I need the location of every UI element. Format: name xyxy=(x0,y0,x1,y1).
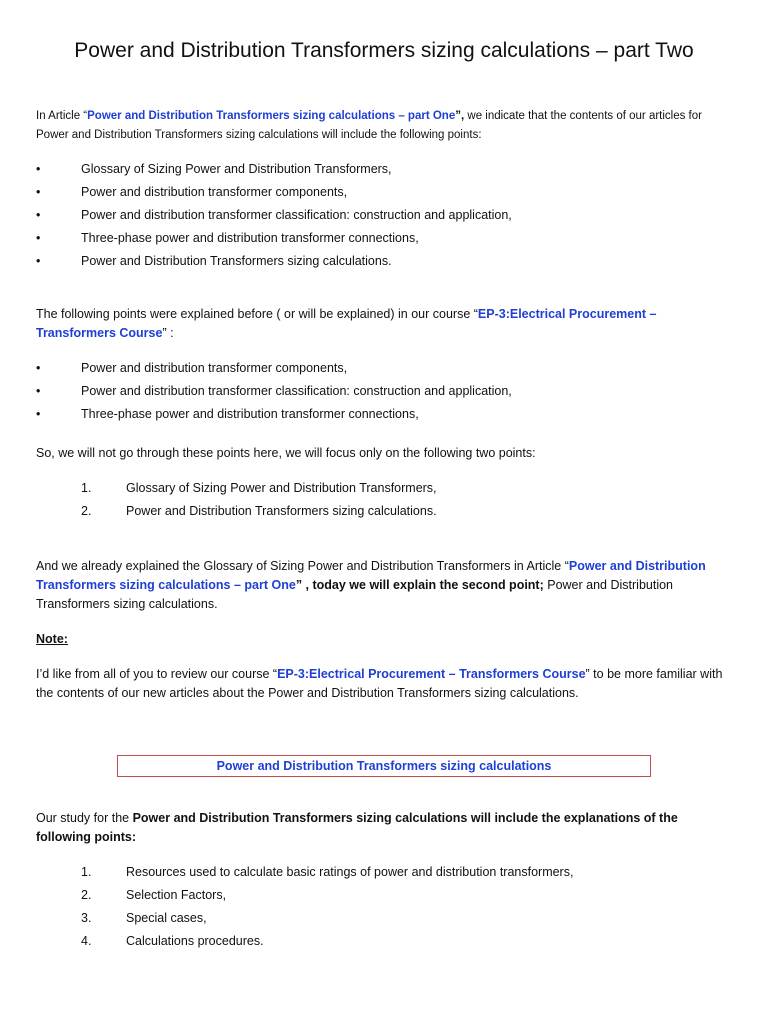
bullet-marker: • xyxy=(36,208,41,222)
part-one-article-link[interactable]: Power and Distribution Transformers sizing calculations – part One xyxy=(87,110,456,122)
list-item: 4. Calculations procedures. xyxy=(81,934,264,948)
list-item: 3. Special cases, xyxy=(81,911,207,925)
intro-close: ”, xyxy=(455,110,465,122)
list-item: • Three-phase power and distribution transformer connections, xyxy=(36,405,726,428)
page-title: Power and Distribution Transformers sizing calculations – part Two xyxy=(74,39,694,62)
list-item: • Power and distribution transformer classification: construction and application, xyxy=(36,382,726,405)
part-one-article-link-2[interactable]: Power and Distribution Transformers sizing calculations – part One xyxy=(36,559,706,592)
intro-paragraph xyxy=(36,107,736,145)
bullet-marker: • xyxy=(36,231,41,245)
already-explained-paragraph: And we already explained the Glossary of Sizing Power and Distribution Transformers in Article “Power and Distribution Transformers sizing calculations – part One” , today we will explain the second point; Power and Distribution Transformers sizing calculations. xyxy=(36,559,706,611)
list-item: 1. Glossary of Sizing Power and Distribution Transformers, xyxy=(81,481,437,495)
bullet-marker: • xyxy=(36,384,41,398)
list-item: • Power and distribution transformer components, xyxy=(36,359,726,382)
bullet-marker: • xyxy=(36,407,41,421)
ep3-course-link-2[interactable]: EP-3:Electrical Procurement – Transformers Course xyxy=(277,667,586,681)
study-list xyxy=(36,863,726,955)
list-item: • Three-phase power and distribution transformer connections, xyxy=(36,229,726,252)
bullet-marker: • xyxy=(36,254,41,268)
explained-paragraph: The following points were explained before ( or will be explained) in our course “EP-3:Electrical Procurement – Transformers Course” : xyxy=(36,307,657,340)
list-item: • Power and Distribution Transformers sizing calculations. xyxy=(36,252,726,275)
list-item: 2. Selection Factors, xyxy=(81,888,227,902)
list-item: • Power and distribution transformer classification: construction and application, xyxy=(36,206,726,229)
explained-list xyxy=(36,359,726,428)
note-label: Note: xyxy=(36,632,68,646)
contents-list xyxy=(36,160,726,275)
focus-list xyxy=(36,479,726,525)
review-paragraph: I’d like from all of you to review our course “EP-3:Electrical Procurement – Transformers Course” to be more familiar with the contents of our new articles about the Power and Distribution Transformers sizing calculations. xyxy=(36,667,723,700)
bullet-marker: • xyxy=(36,361,41,375)
study-paragraph: Our study for the Power and Distribution Transformers sizing calculations will include the explanations of the following points: xyxy=(36,811,678,844)
intro-rest: we indicate that the contents of our articles for Power and Distribution Transformers sizing calculations will include the following points: xyxy=(36,110,702,141)
section-heading-box: Power and Distribution Transformers sizing calculations xyxy=(117,755,651,777)
list-item: • Power and distribution transformer components, xyxy=(36,183,726,206)
ep3-course-link[interactable]: EP-3:Electrical Procurement – Transformers Course xyxy=(36,307,657,340)
bullet-marker: • xyxy=(36,162,41,176)
intro-prefix: In Article “ xyxy=(36,110,88,122)
list-item: 2. Power and Distribution Transformers sizing calculations. xyxy=(81,504,437,518)
focus-paragraph: So, we will not go through these points here, we will focus only on the following two points: xyxy=(36,446,536,460)
bullet-marker: • xyxy=(36,185,41,199)
list-item: • Glossary of Sizing Power and Distribution Transformers, xyxy=(36,160,726,183)
list-item: 1. Resources used to calculate basic ratings of power and distribution transformers, xyxy=(81,865,574,879)
